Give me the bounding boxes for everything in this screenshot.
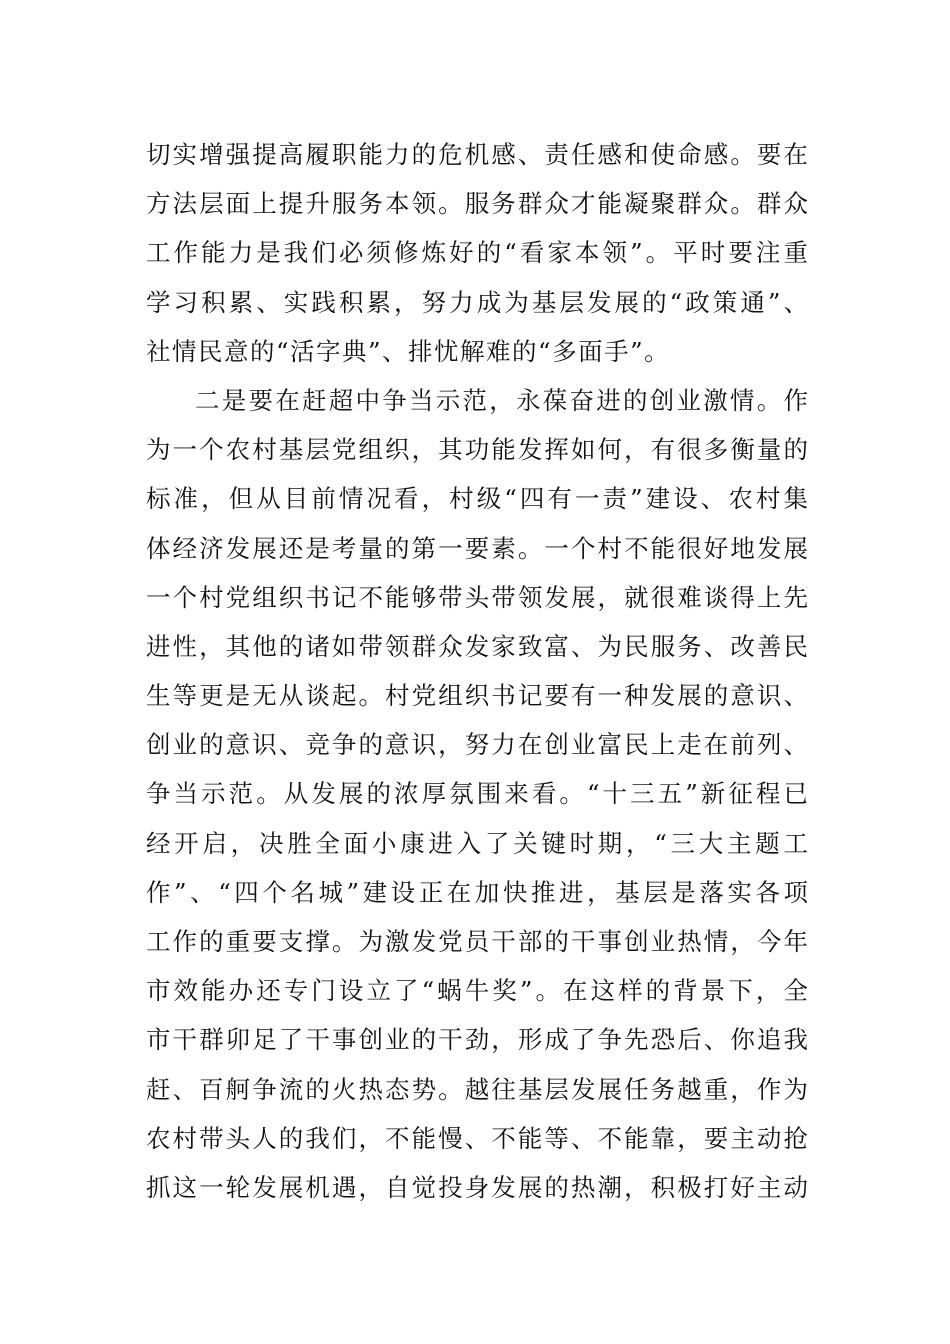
- text-line: 创业的意识、竞争的意识，努力在创业富民上走在前列、: [146, 730, 808, 760]
- text-line: 为一个农村基层党组织，其功能发挥如何，有很多衡量的: [146, 435, 808, 465]
- text-line: 作”、“四个名城”建设正在加快推进，基层是落实各项: [146, 877, 808, 907]
- text-line: 体经济发展还是考量的第一要素。一个村不能很好地发展: [146, 533, 808, 563]
- text-line: 赶、百舸争流的火热态势。越往基层发展任务越重，作为: [146, 1074, 808, 1104]
- text-line: 进性，其他的诸如带领群众发家致富、为民服务、改善民: [146, 631, 808, 661]
- text-line: 切实增强提高履职能力的危机感、责任感和使命感。要在: [146, 140, 808, 169]
- text-line: 社情民意的“活字典”、排忧解难的“多面手”。: [146, 336, 671, 366]
- text-line: 经开启，决胜全面小康进入了关键时期，“三大主题工: [146, 828, 808, 858]
- text-line: 争当示范。从发展的浓厚氛围来看。“十三五”新征程已: [146, 779, 808, 809]
- text-line: 市效能办还专门设立了“蜗牛奖”。在这样的背景下，全: [146, 976, 808, 1006]
- text-line: 工作能力是我们必须修炼好的“看家本领”。平时要注重: [146, 238, 808, 268]
- text-line: 农村带头人的我们，不能慢、不能等、不能靠，要主动抢: [146, 1123, 808, 1153]
- text-line: 学习积累、实践积累，努力成为基层发展的“政策通”、: [146, 287, 808, 317]
- paragraph-first-line: 二是要在赶超中争当示范，永葆奋进的创业激情。作: [195, 385, 808, 415]
- text-line: 工作的重要支撑。为激发党员干部的干事创业热情，今年: [146, 927, 808, 956]
- text-line: 标准，但从目前情况看，村级“四有一责”建设、农村集: [146, 484, 808, 514]
- text-line: 抓这一轮发展机遇，自觉投身发展的热潮，积极打好主动: [146, 1172, 808, 1202]
- text-line: 市干群卯足了干事创业的干劲，形成了争先恐后、你追我: [146, 1025, 808, 1055]
- text-line: 生等更是无从谈起。村党组织书记要有一种发展的意识、: [146, 681, 808, 711]
- text-line: 方法层面上提升服务本领。服务群众才能凝聚群众。群众: [146, 189, 808, 219]
- text-line: 一个村党组织书记不能够带头带领发展，就很难谈得上先: [146, 582, 808, 612]
- body-text: [146, 130, 808, 1212]
